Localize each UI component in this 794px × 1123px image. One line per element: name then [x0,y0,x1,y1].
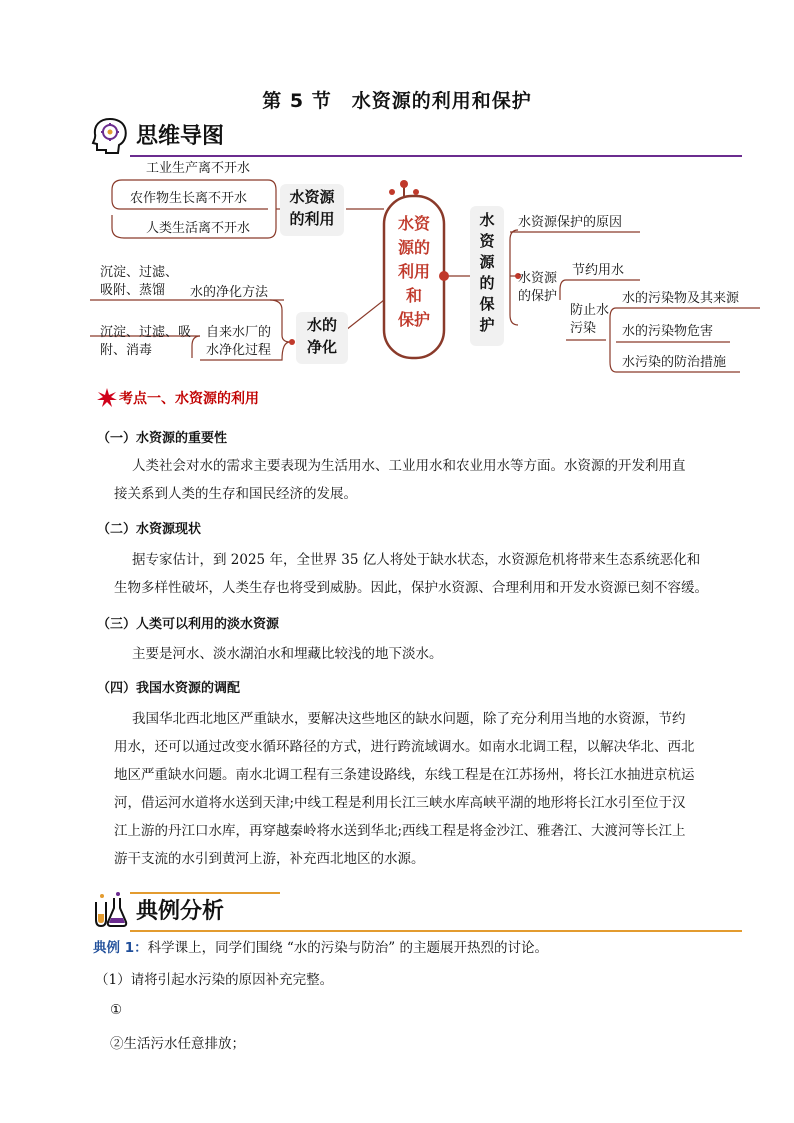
answer-item-2: ②生活污水任意排放； [110,1036,245,1052]
section-heading-3: （三）人类可以利用的淡水资源 [97,617,280,632]
pollution-item-source: 水的污染物及其来源 [622,291,740,306]
plant-process-detail: 沉淀、过滤、吸 附、消毒 [100,325,192,358]
center-topic: 水资 源的 利用 和 保护 [397,214,430,329]
section-heading-1: （一）水资源的重要性 [97,431,228,446]
examples-header [90,890,742,932]
purify-method-detail: 沉淀、过滤、 吸附、蒸馏 [100,265,179,298]
section-text-1: 人类社会对水的需求主要表现为生活用水、工业用水和农业用水等方面。水资源的开发利用直 接关系到人类的生存和国民经济的发展。 [114,458,686,502]
plant-process: 自来水厂的 水净化过程 [206,325,272,358]
question-1: （1）请将引起水污染的原因补充完整。 [95,972,334,988]
example-1: 典例 1：科学课上，同学们围绕 “水的污染与防治” 的主题展开热烈的讨论。 [93,940,548,956]
leaf-industry: 工业生产离不开水 [146,161,251,176]
node-protection: 水 资 源 的 保 护 [470,206,504,346]
save-water: 节约用水 [572,263,625,278]
lab-flask-icon [90,890,130,930]
node-purification: 水的 净化 [296,312,348,364]
purify-method: 水的净化方法 [190,285,269,300]
node-water-use: 水资源 的利用 [280,184,344,236]
protect-methods: 水资源 的保护 [518,271,558,304]
examples-heading: 典例分析 [136,899,225,924]
divider-top [130,892,280,894]
divider [130,930,742,932]
section-text-2: 据专家估计，到 2025 年，全世界 35 亿人将处于缺水状态，水资源危机将带来生态系统恶化和 生物多样性破坏，人类生存也将受到威胁。因此，保护水资源、合理利用和开发水资源已刻不容缓。 [114,552,708,596]
section-text-4: 我国华北西北地区严重缺水，要解决这些地区的缺水问题，除了充分利用当地的水资源，节约 用水，还可以通过改变水循环路径的方式，进行跨流域调水。如南水北调工程，以解决华北、西北 地区严重缺水问题。南水北调工程有三条建设路线，东线工程是在江苏扬州，将长江水抽进京杭运 河，借运河水道将水送到天津;中线工程是利用长江三峡水库高峡平湖的地形将长江水引至位于汉 江上游的丹江口水库，再穿越秦岭将水送到华北;西线工程是将金沙江、雅砻江、大渡河等长江上 游干支流的水引到黄河上游，补充西北地区的水源。 [114,711,695,867]
starburst-icon [97,388,117,408]
mindmap-heading: 思维导图 [136,124,225,149]
section-heading-4: （四）我国水资源的调配 [97,681,241,696]
prevent-pollution: 防止水 污染 [570,303,610,336]
protect-reason: 水资源保护的原因 [518,215,623,230]
page-title: 第 5 节 水资源的利用和保护 [262,90,532,112]
pollution-item-harm: 水的污染物危害 [622,324,714,339]
section-text-3: 主要是河水、淡水湖泊水和埋藏比较浅的地下淡水。 [132,646,443,662]
answer-item-1: ① [110,1002,123,1018]
leaf-daily-life: 人类生活离不开水 [146,221,251,236]
pollution-item-prevention: 水污染的防治措施 [622,355,727,370]
section-heading-2: （二）水资源现状 [97,522,202,537]
leaf-agriculture: 农作物生长离不开水 [130,191,248,206]
